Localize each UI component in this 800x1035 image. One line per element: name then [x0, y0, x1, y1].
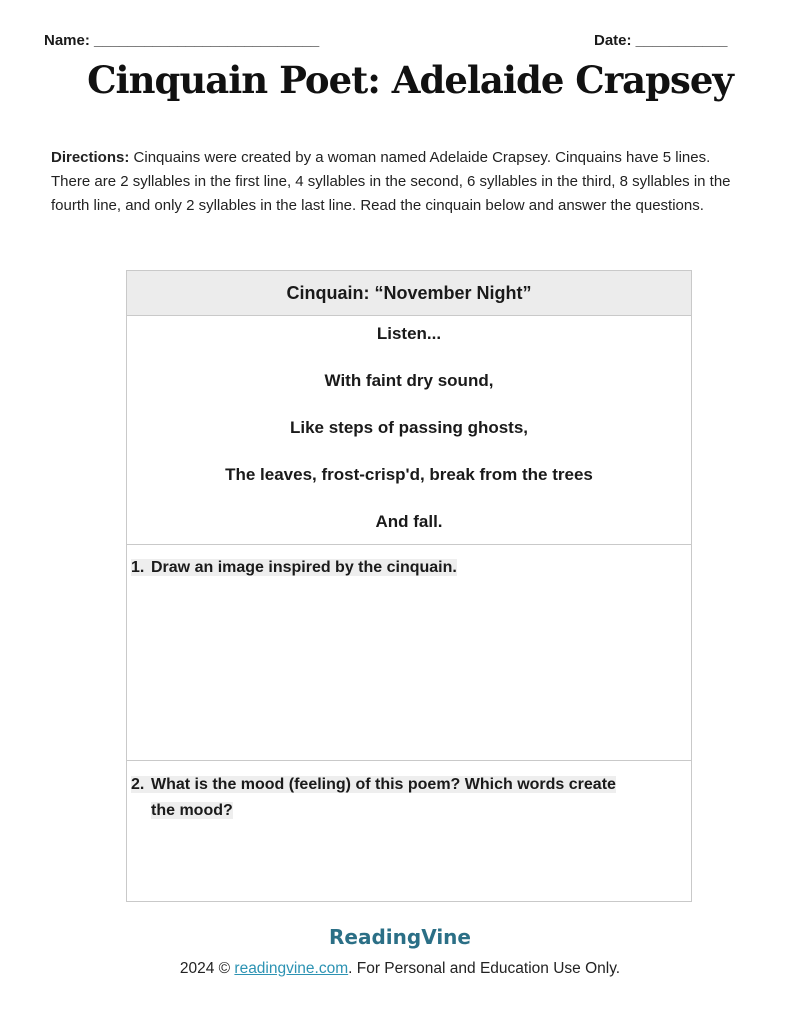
poem-line-2: With faint dry sound, [324, 371, 494, 390]
footer-prefix: 2024 © [179, 960, 235, 977]
question-1-number: 1. [131, 559, 145, 576]
question-2-number: 2. [131, 776, 145, 793]
name-field: Name: ___________________________ [44, 32, 320, 49]
question-1-text: Draw an image inspired by the cinquain. [151, 559, 457, 576]
footer [0, 960, 800, 978]
poem-line-3: Like steps of passing ghosts, [289, 418, 529, 437]
poem-heading: Cinquain: “November Night” [127, 271, 691, 316]
directions-text: Cinquains were created by a woman named Adelaide Crapsey. Cinquains have 5 lines. There are 2 syllables in the first line, 4 syllables in the second, 6 syllables in the third, 8 syllables in the fourth line, and only 2 syllables in the last line. Read the cinquain below and answer the questions. [51, 149, 731, 214]
question-2-text-line-1: What is the mood (feeling) of this poem? Which words create [151, 776, 616, 793]
question-2 [131, 772, 686, 824]
readingvine-logo: ReadingVine [329, 925, 471, 949]
header-row [44, 32, 744, 54]
directions-label: Directions: [51, 149, 130, 166]
poem-table [126, 270, 692, 902]
footer-suffix: . For Personal and Education Use Only. [348, 960, 621, 977]
poem-line-4: The leaves, frost-crisp'd, break from the trees [225, 465, 593, 484]
question-2-text-line-2: the mood? [151, 802, 233, 819]
poem-line-5: And fall. [375, 512, 443, 531]
question-1 [131, 555, 686, 581]
question-1-answer-box[interactable] [127, 545, 691, 761]
footer-link[interactable]: readingvine.com [234, 960, 349, 977]
directions-paragraph [51, 146, 751, 218]
question-2-answer-box[interactable] [127, 762, 691, 901]
poem-body [127, 316, 691, 545]
poem-line-1: Listen... [376, 324, 442, 343]
date-field: Date: ___________ [594, 32, 728, 49]
page-title: Cinquain Poet: Adelaide Crapsey [87, 58, 733, 102]
